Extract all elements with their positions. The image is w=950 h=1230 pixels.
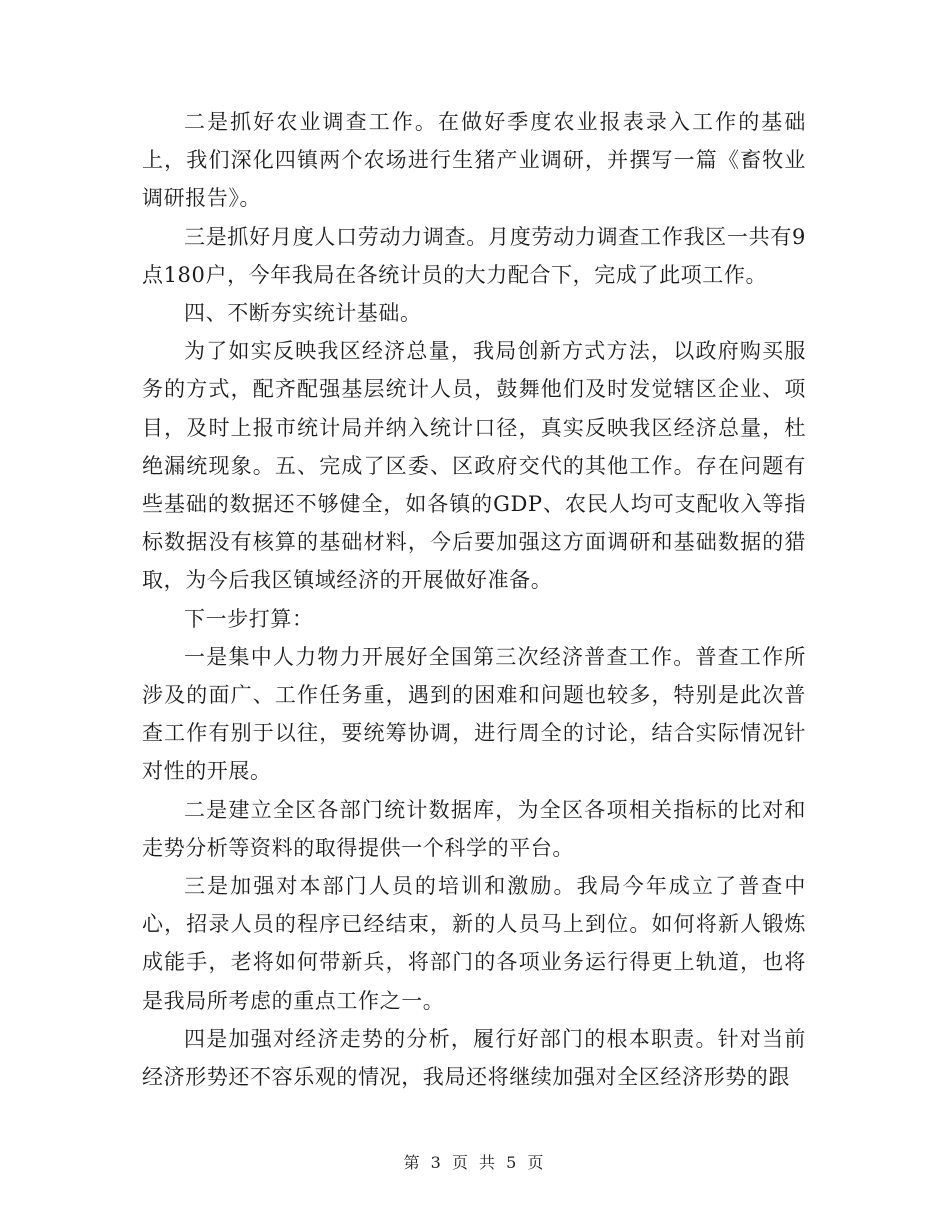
paragraph-next-steps-heading: 下一步打算： [184, 606, 314, 631]
paragraph-staff-training: 三是加强对本部门人员的培训和激励。我局今年成立了普查中心，招录人员的程序已经结束，新的人员马上到位。如何将新人锻炼成能手，老将如何带新兵，将部门的各项业务运行得更上轨道，也将是我局所考虑的重点工作之一。 [142, 874, 806, 1013]
page-number-footer: 第 3 页 共 5 页 [403, 1153, 547, 1172]
paragraph-economic-analysis: 四是加强对经济走势的分析，履行好部门的根本职责。针对当前经济形势还不容乐观的情况，我局还将继续加强对全区经济形势的跟 [142, 1026, 806, 1090]
paragraph-statistics-foundation: 为了如实反映我区经济总量，我局创新方式方法，以政府购买服务的方式，配齐配强基层统计人员，鼓舞他们及时发觉辖区企业、项目，及时上报市统计局并纳入统计口径，真实反映我区经济总量，杜绝漏统现象。五、完成了区委、区政府交代的其他工作。存在问题有些基础的数据还不够健全，如各镇的GDP、农民人均可支配收入等指标数据没有核算的基础材料，今后要加强这方面调研和基础数据的猎取，为今后我区镇域经济的开展做好准备。 [142, 339, 806, 593]
paragraph-section-four-heading: 四、不断夯实统计基础。 [184, 301, 422, 326]
paragraph-labor-survey: 三是抓好月度人口劳动力调查。月度劳动力调查工作我区一共有9点180户，今年我局在各统计员的大力配合下，完成了此项工作。 [142, 224, 806, 287]
paragraph-economic-census: 一是集中人力物力开展好全国第三次经济普查工作。普查工作所涉及的面广、工作任务重，遇到的困难和问题也较多，特别是此次普查工作有别于以往，要统筹协调，进行周全的讨论，结合实际情况针对性的开展。 [142, 644, 806, 784]
paragraph-database: 二是建立全区各部门统计数据库，为全区各项相关指标的比对和走势分析等资料的取得提供一个科学的平台。 [142, 797, 806, 860]
paragraph-agri-survey: 二是抓好农业调查工作。在做好季度农业报表录入工作的基础上，我们深化四镇两个农场进行生猪产业调研，并撰写一篇《畜牧业调研报告》。 [142, 110, 806, 211]
document-page [142, 103, 806, 1096]
